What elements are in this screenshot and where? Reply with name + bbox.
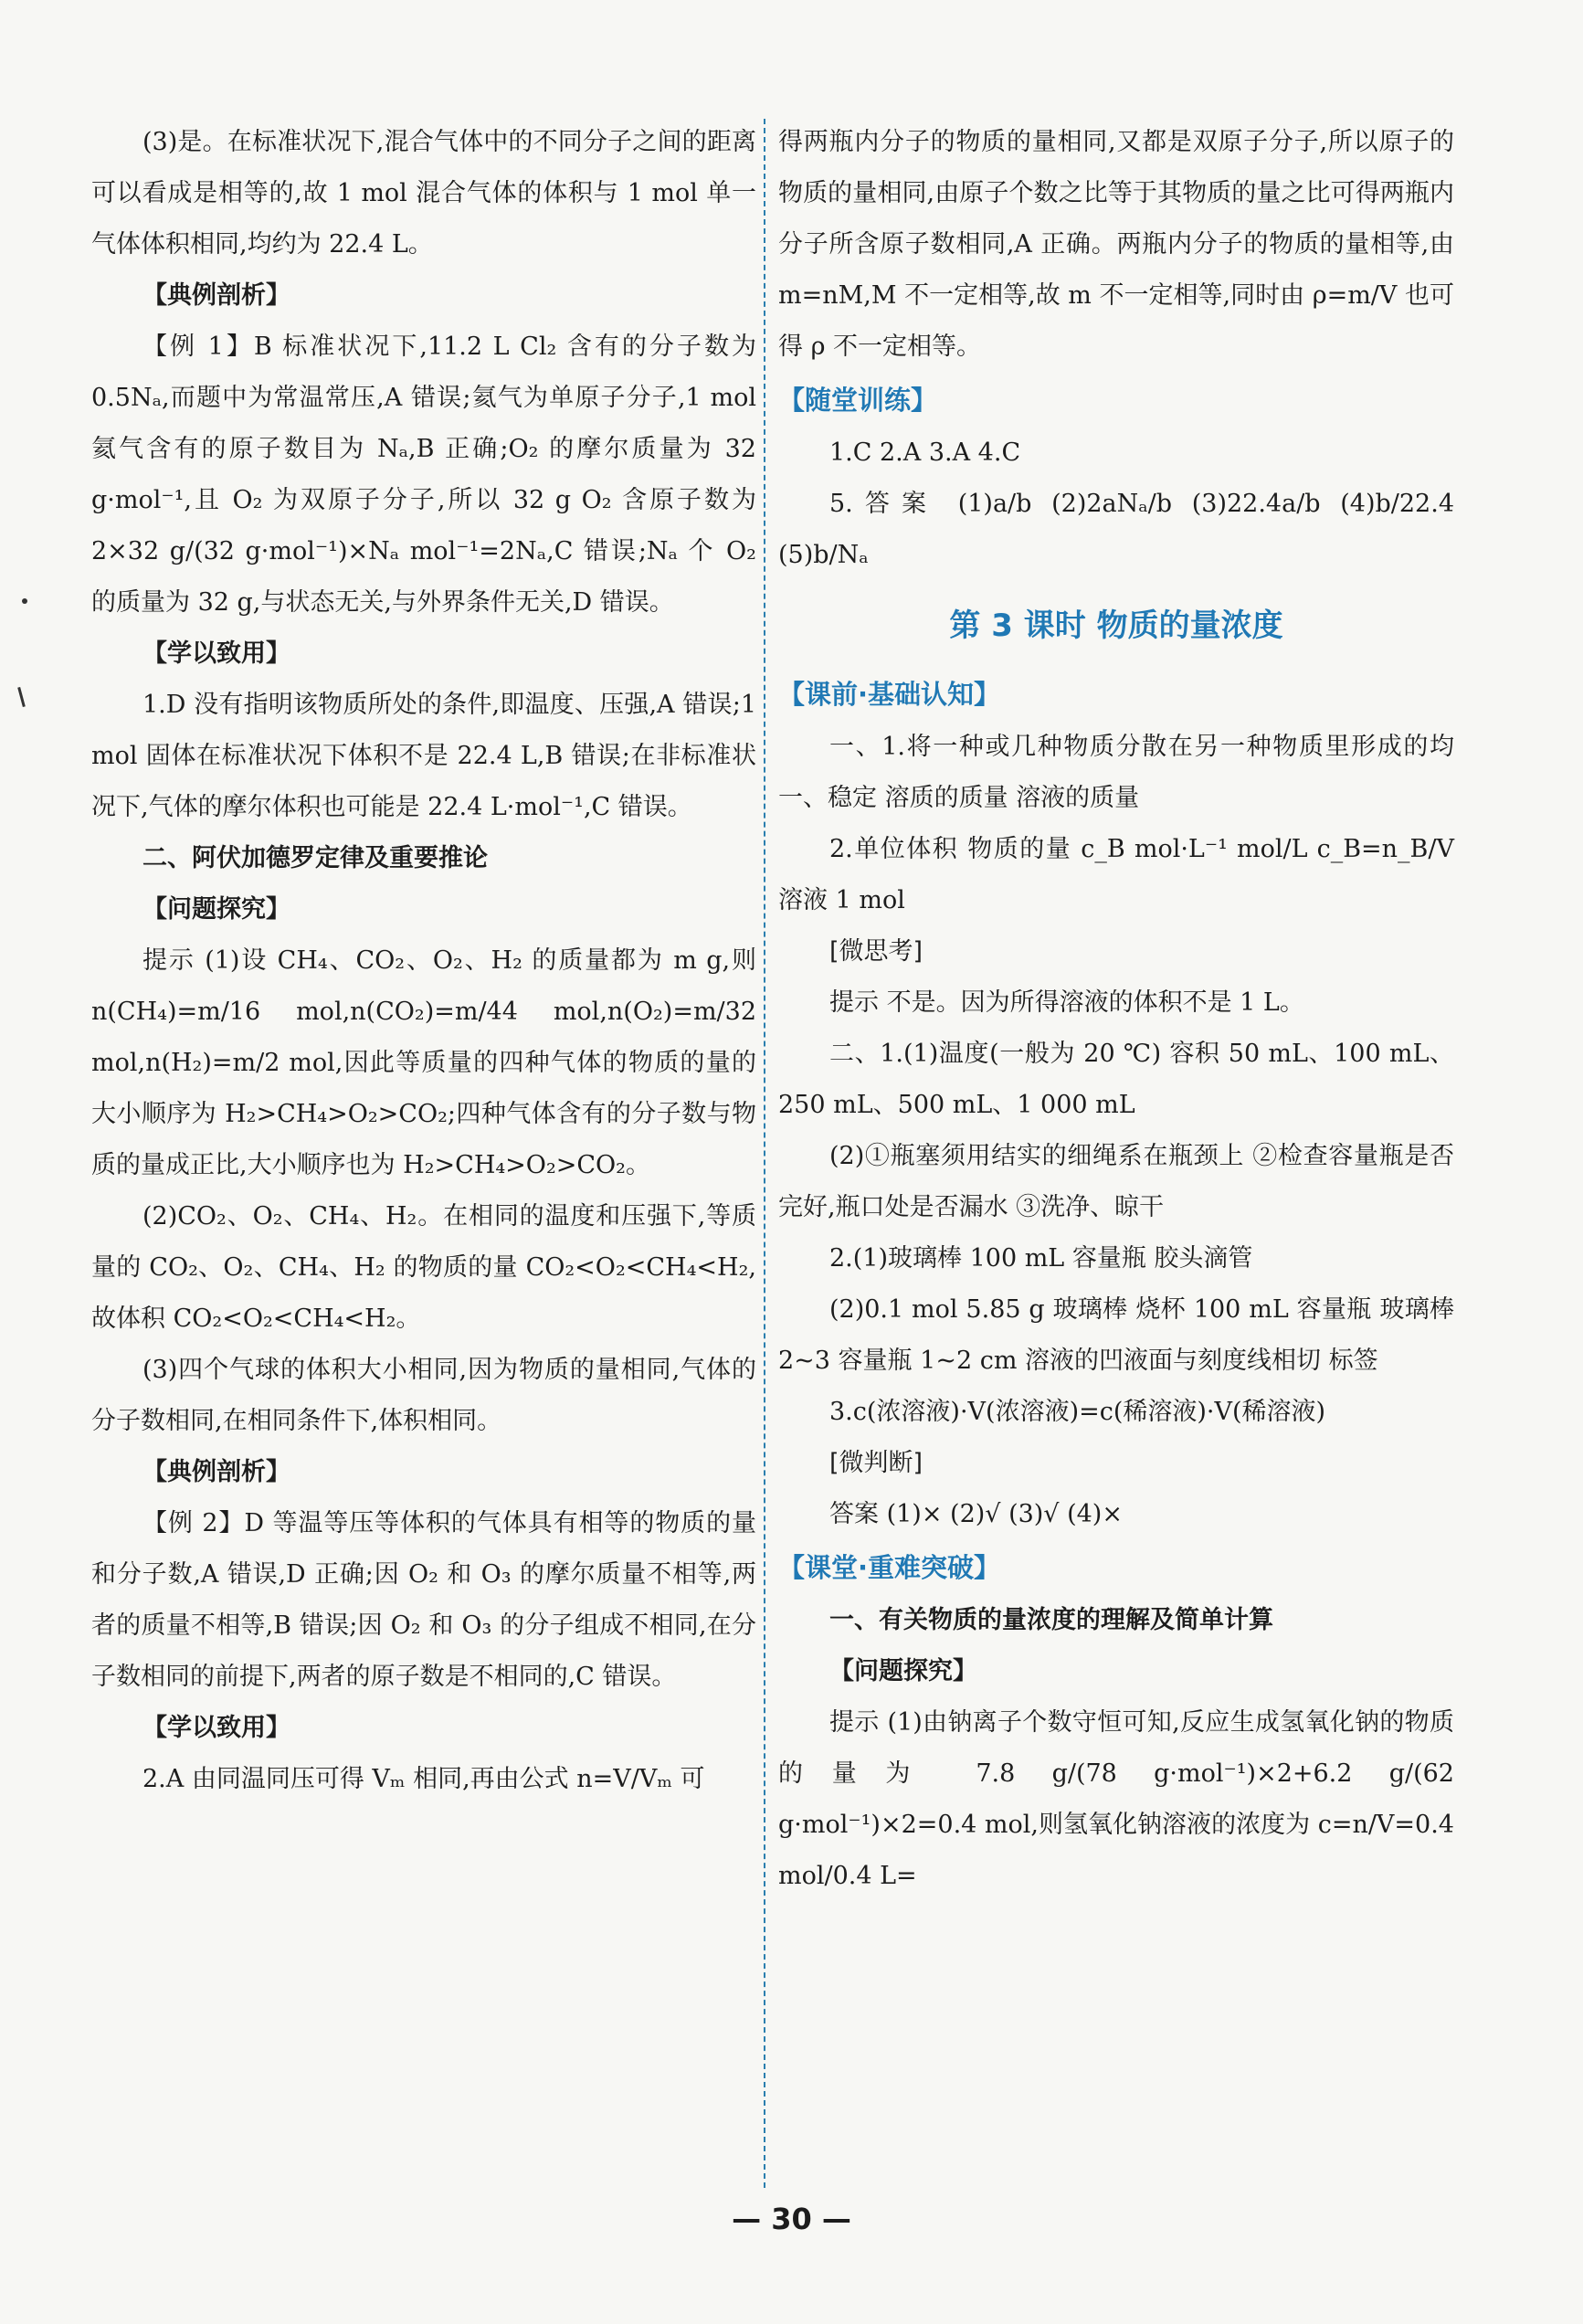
paragraph: 【例 1】B 标准状况下,11.2 L Cl₂ 含有的分子数为 0.5Nₐ,而题中为常温常压,A 错误;氦气为单原子分子,1 mol 氦气含有的原子数目为 Nₐ,B 正确;O₂ 的摩尔质量为 32 g·mol⁻¹,且 O₂ 为双原子分子,所以 32 g O₂ 含原子数为 2×32 g/(32 g·mol⁻¹)×Nₐ mol⁻¹=2Nₐ,C 错误;Nₐ 个 O₂ 的质量为 32 g,与状态无关,与外界条件无关,D 错误。 <box>91 333 756 617</box>
paragraph: 提示 (1)由钠离子个数守恒可知,反应生成氢氧化钠的物质的量为 7.8 g/(78 g·mol⁻¹)×2+6.2 g/(62 g·mol⁻¹)×2=0.4 mol,则氢氧化钠溶液的浓度为 c=n/V=0.4 mol/0.4 L= <box>778 1708 1454 1890</box>
paragraph: 一、1.将一种或几种物质分散在另一种物质里形成的均一、稳定 溶质的质量 溶液的质量 <box>778 733 1454 812</box>
subheading: 【问题探究】 <box>829 1657 977 1685</box>
paragraph: 二、1.(1)温度(一般为 20 ℃) 容积 50 mL、100 mL、250 mL、500 mL、1 000 mL <box>778 1040 1454 1119</box>
subheading: 一、有关物质的量浓度的理解及简单计算 <box>829 1606 1273 1634</box>
section-heading: 【随堂训练】 <box>778 385 938 416</box>
left-column <box>91 117 756 1805</box>
paragraph: 2.A 由同温同压可得 Vₘ 相同,再由公式 n=V/Vₘ 可 <box>142 1765 705 1793</box>
paragraph: (3)四个气球的体积大小相同,因为物质的量相同,气体的分子数相同,在相同条件下,体积相同。 <box>91 1356 756 1435</box>
subheading: 【问题探究】 <box>142 895 290 924</box>
column-divider <box>764 119 765 2188</box>
paragraph: 3.c(浓溶液)·V(浓溶液)=c(稀溶液)·V(稀溶液) <box>829 1398 1326 1426</box>
subheading: [微思考] <box>829 937 923 966</box>
subheading: 二、阿伏加德罗定律及重要推论 <box>142 844 488 872</box>
subheading: 【典例剖析】 <box>142 281 290 310</box>
subheading: 【学以致用】 <box>142 639 290 668</box>
margin-mark <box>22 598 27 604</box>
paragraph: (3)是。在标准状况下,混合气体中的不同分子之间的距离可以看成是相等的,故 1 mol 混合气体的体积与 1 mol 单一气体体积相同,均约为 22.4 L。 <box>91 128 756 259</box>
paragraph: (2)①瓶塞须用结实的细绳系在瓶颈上 ②检查容量瓶是否完好,瓶口处是否漏水 ③洗净、晾干 <box>778 1142 1454 1221</box>
paragraph: 得两瓶内分子的物质的量相同,又都是双原子分子,所以原子的物质的量相同,由原子个数之比等于其物质的量之比可得两瓶内分子所含原子数相同,A 正确。两瓶内分子的物质的量相等,由 m=nM,M 不一定相等,故 m 不一定相等,同时由 ρ=m/V 也可得 ρ 不一定相等。 <box>778 128 1454 361</box>
paragraph: 2.单位体积 物质的量 c_B mol·L⁻¹ mol/L c_B=n_B/V 溶液 1 mol <box>778 835 1454 914</box>
paragraph: 1.C 2.A 3.A 4.C <box>829 438 1021 467</box>
margin-mark <box>17 687 26 707</box>
paragraph: (2)0.1 mol 5.85 g 玻璃棒 烧杯 100 mL 容量瓶 玻璃棒 2~3 容量瓶 1~2 cm 溶液的凹液面与刻度线相切 标签 <box>778 1295 1454 1375</box>
paragraph: 提示 不是。因为所得溶液的体积不是 1 L。 <box>829 988 1304 1017</box>
page-number: — 30 — <box>732 2202 851 2236</box>
paragraph: 5.答案 (1)a/b (2)2aNₐ/b (3)22.4a/b (4)b/22.4 (5)b/Nₐ <box>778 490 1454 569</box>
section-heading: 【课前·基础认知】 <box>778 679 1001 710</box>
subheading: [微判断] <box>829 1449 923 1477</box>
paragraph: 【例 2】D 等温等压等体积的气体具有相等的物质的量和分子数,A 错误,D 正确;因 O₂ 和 O₃ 的摩尔质量不相等,两者的质量不相等,B 错误;因 O₂ 和 O₃ 的分子组成不相同,在分子数相同的前提下,两者的原子数是不相同的,C 错误。 <box>91 1509 756 1691</box>
paragraph: (2)CO₂、O₂、CH₄、H₂。在相同的温度和压强下,等质量的 CO₂、O₂、CH₄、H₂ 的物质的量 CO₂<O₂<CH₄<H₂,故体积 CO₂<O₂<CH₄<H₂。 <box>91 1202 756 1333</box>
paragraph: 答案 (1)× (2)√ (3)√ (4)× <box>829 1500 1123 1528</box>
section-heading: 【课堂·重难突破】 <box>778 1552 1001 1583</box>
paragraph: 提示 (1)设 CH₄、CO₂、O₂、H₂ 的质量都为 m g,则 n(CH₄)=m/16 mol,n(CO₂)=m/44 mol,n(O₂)=m/32 mol,n(H₂)=m/2 mol,因此等质量的四种气体的物质的量的大小顺序为 H₂>CH₄>O₂>CO₂;四种气体含有的分子数与物质的量成正比,大小顺序也为 H₂>CH₄>O₂>CO₂。 <box>91 946 756 1179</box>
lesson-title: 第 3 课时 物质的量浓度 <box>949 607 1283 644</box>
subheading: 【学以致用】 <box>142 1714 290 1742</box>
right-column <box>778 117 1454 1902</box>
subheading: 【典例剖析】 <box>142 1458 290 1486</box>
paragraph: 1.D 没有指明该物质所处的条件,即温度、压强,A 错误;1 mol 固体在标准状况下体积不是 22.4 L,B 错误;在非标准状况下,气体的摩尔体积也可能是 22.4 L·mol⁻¹,C 错误。 <box>91 691 756 821</box>
paragraph: 2.(1)玻璃棒 100 mL 容量瓶 胶头滴管 <box>829 1244 1253 1273</box>
